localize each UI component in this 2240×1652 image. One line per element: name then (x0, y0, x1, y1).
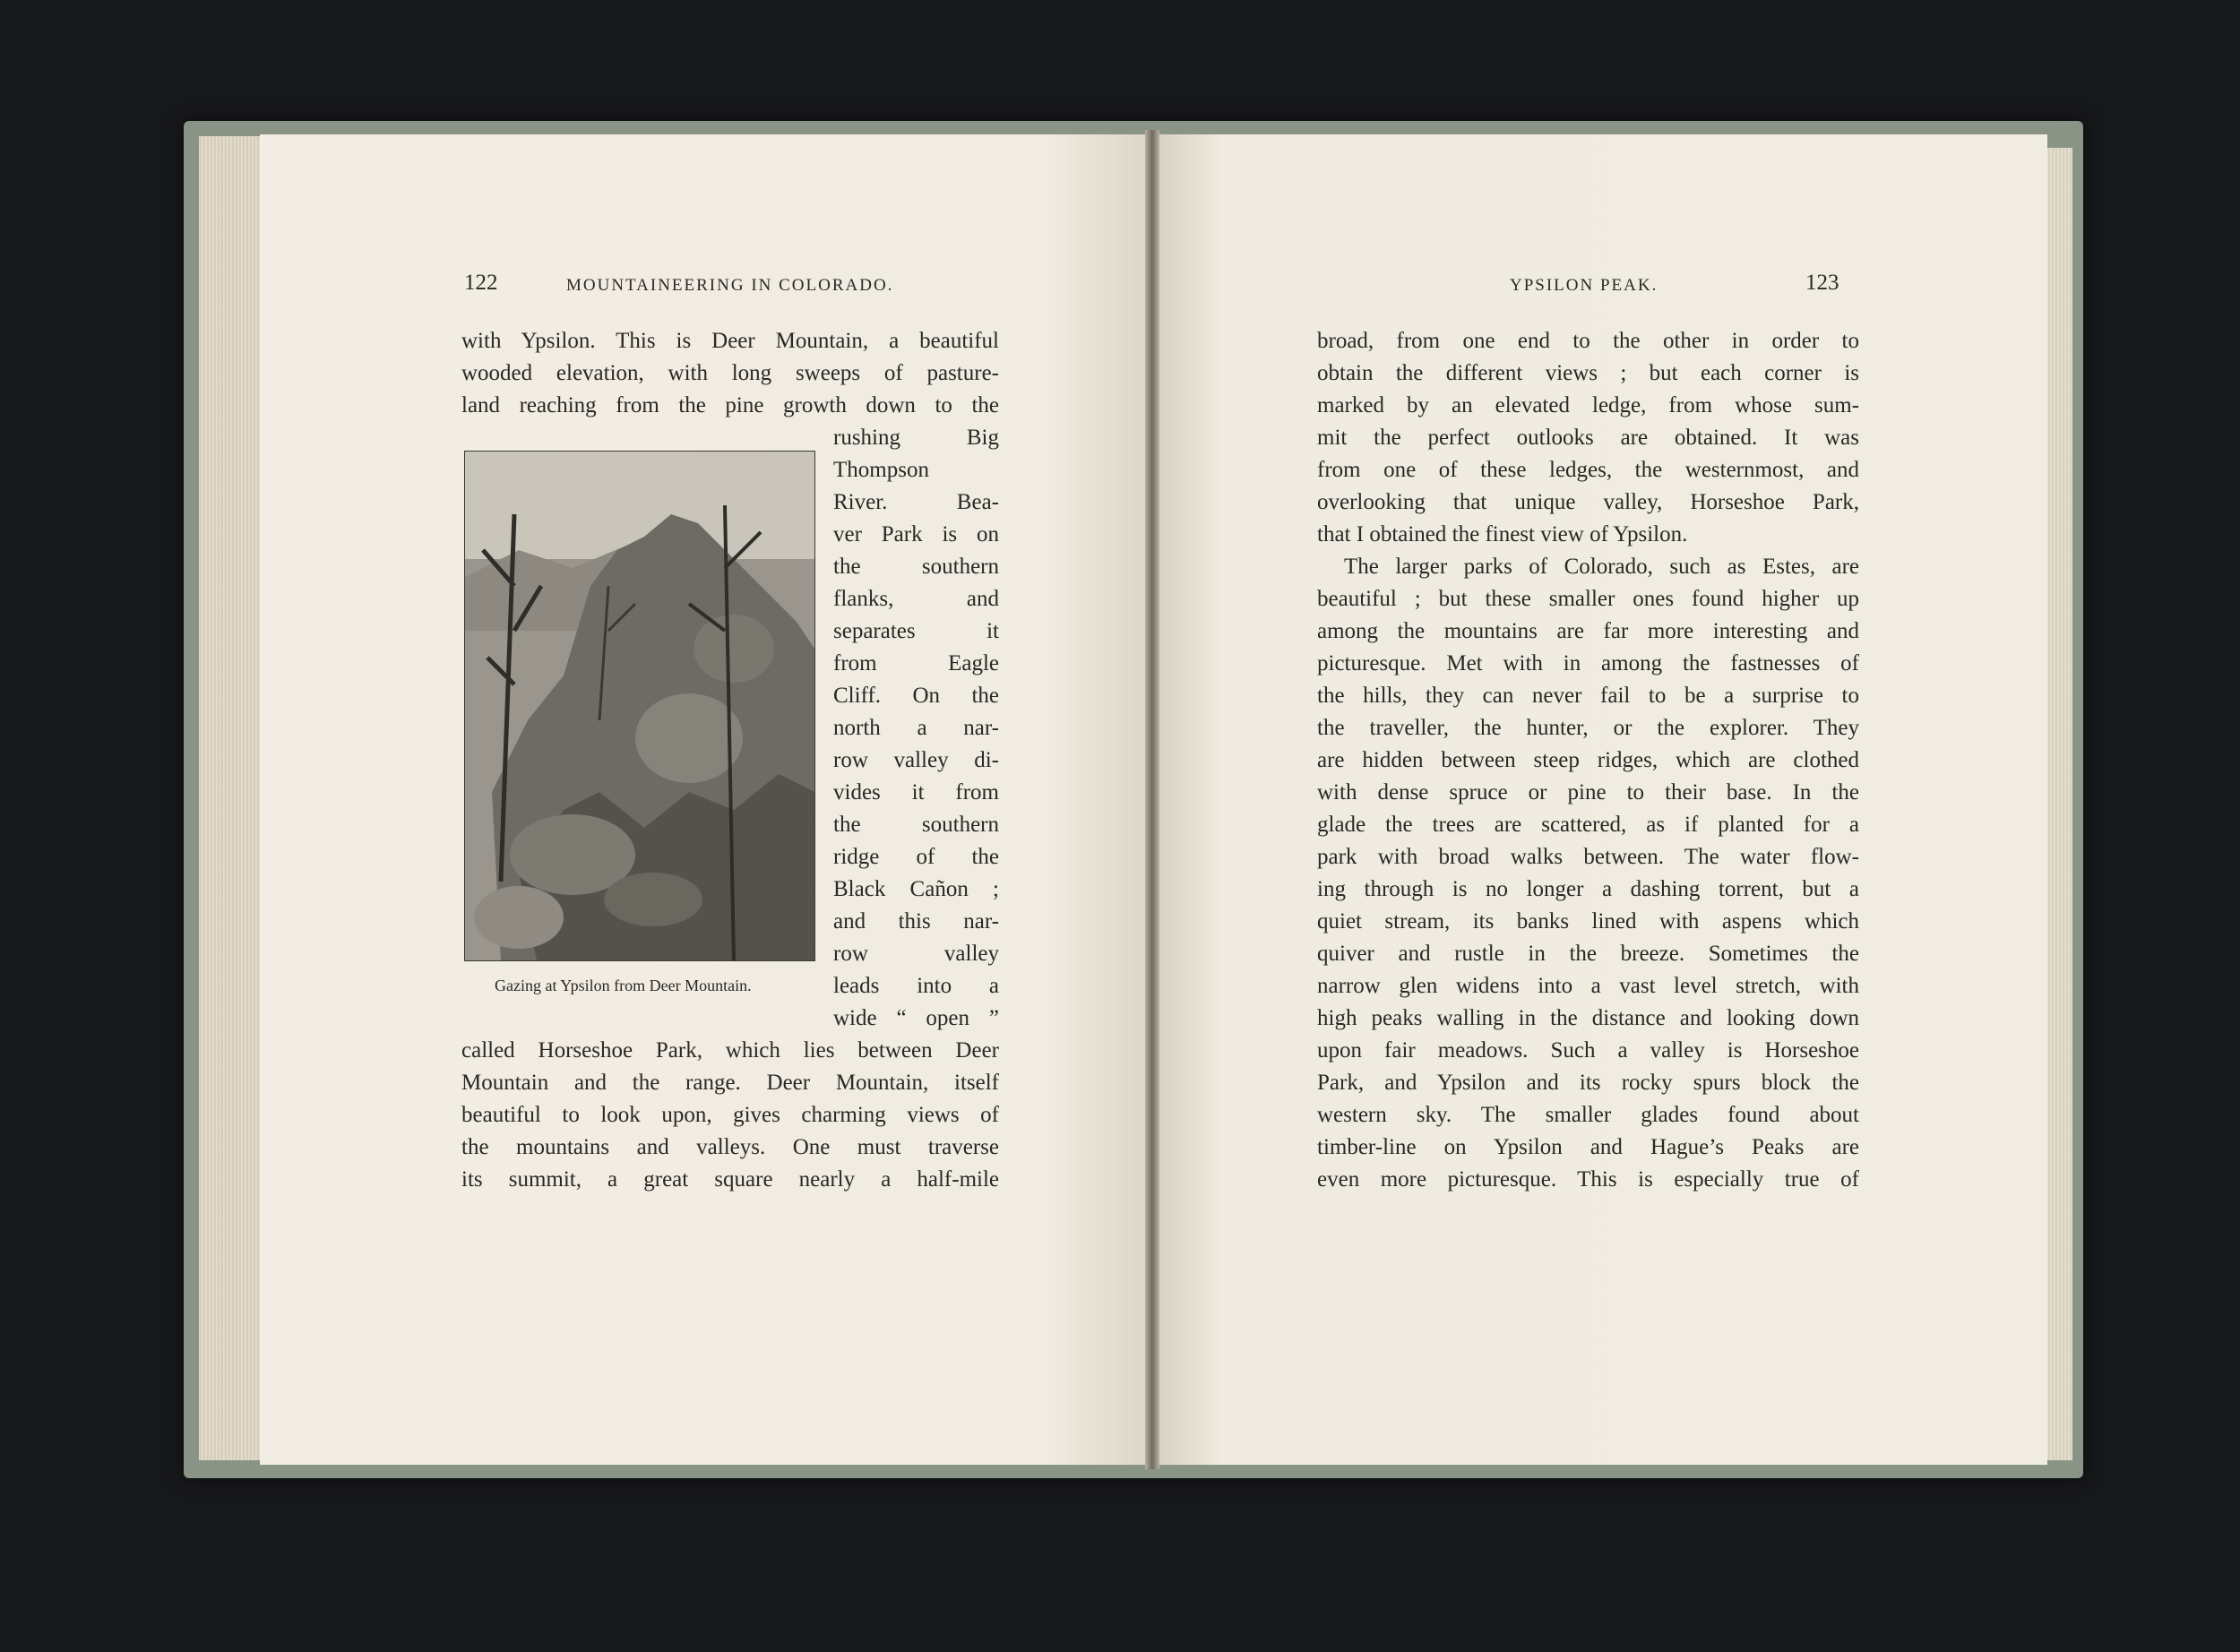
text-line: row valley (833, 942, 999, 966)
text-line: quiet stream, its banks lined with aspens which (1317, 909, 1859, 934)
text-line: Park, and Ypsilon and its rocky spurs block the (1317, 1071, 1859, 1095)
text-line: and this nar- (833, 909, 999, 934)
text-line: wooded elevation, with long sweeps of pasture- (461, 361, 999, 385)
text-line: leads into a (833, 974, 999, 998)
text-line: that I obtained the finest view of Ypsilon. (1317, 522, 1688, 546)
page-edges-left (199, 136, 262, 1460)
text-line: land reaching from the pine growth down to the (461, 393, 999, 417)
text-line: ing through is no longer a dashing torrent, but a (1317, 877, 1859, 901)
text-line: among the mountains are far more interesting and (1317, 619, 1859, 643)
text-line: picturesque. Met with in among the fastnesses of (1317, 651, 1859, 675)
left-page (260, 134, 1151, 1465)
text-line: ver Park is on (833, 522, 999, 546)
text-line: even more picturesque. This is especially true of (1317, 1167, 1859, 1192)
text-line: park with broad walks between. The water flow- (1317, 845, 1859, 869)
text-line: rushing Big (833, 426, 999, 450)
text-line: row valley di- (833, 748, 999, 772)
right-page-number: 123 (1805, 271, 1839, 295)
text-line: from Eagle (833, 651, 999, 675)
text-line: ridge of the (833, 845, 999, 869)
text-line: from one of these ledges, the westernmost, and (1317, 458, 1859, 482)
text-line: Black Cañon ; (833, 877, 999, 901)
text-line: its summit, a great square nearly a half-mile (461, 1167, 999, 1192)
figure-caption: Gazing at Ypsilon from Deer Mountain. (495, 977, 752, 994)
text-line: flanks, and (833, 587, 999, 611)
text-line: wide “ open ” (833, 1006, 999, 1030)
text-line: upon fair meadows. Such a valley is Horseshoe (1317, 1038, 1859, 1063)
left-running-head: MOUNTAINEERING IN COLORADO. (566, 276, 894, 295)
text-line: western sky. The smaller glades found about (1317, 1103, 1859, 1127)
text-line: called Horseshoe Park, which lies between Deer (461, 1038, 999, 1063)
text-line: the hills, they can never fail to be a surprise to (1317, 684, 1859, 708)
book-gutter (1145, 130, 1159, 1469)
text-line: narrow glen widens into a vast level stretch, with (1317, 974, 1859, 998)
left-page-number: 122 (464, 271, 498, 295)
text-line: quiver and rustle in the breeze. Sometimes the (1317, 942, 1859, 966)
text-line: separates it (833, 619, 999, 643)
text-line: obtain the different views ; but each corner is (1317, 361, 1859, 385)
text-line: the southern (833, 813, 999, 837)
text-line: high peaks walling in the distance and looking down (1317, 1006, 1859, 1030)
text-line: The larger parks of Colorado, such as Estes, are (1344, 555, 1859, 579)
right-running-head: YPSILON PEAK. (1510, 276, 1658, 295)
mountain-illustration (464, 451, 815, 961)
text-line: vides it from (833, 780, 999, 804)
text-line: with dense spruce or pine to their base. In the (1317, 780, 1859, 804)
text-line: are hidden between steep ridges, which are clothed (1317, 748, 1859, 772)
text-line: Thompson (833, 458, 929, 482)
text-line: the southern (833, 555, 999, 579)
text-line: mit the perfect outlooks are obtained. It was (1317, 426, 1859, 450)
text-line: timber-line on Ypsilon and Hague’s Peaks are (1317, 1135, 1859, 1159)
right-page (1151, 134, 2047, 1465)
text-line: beautiful ; but these smaller ones found higher up (1317, 587, 1859, 611)
text-line: River. Bea- (833, 490, 999, 514)
text-line: beautiful to look upon, gives charming views of (461, 1103, 999, 1127)
text-line: with Ypsilon. This is Deer Mountain, a beautiful (461, 329, 999, 353)
text-line: overlooking that unique valley, Horseshoe Park, (1317, 490, 1859, 514)
text-line: the mountains and valleys. One must traverse (461, 1135, 999, 1159)
text-line: glade the trees are scattered, as if planted for a (1317, 813, 1859, 837)
text-line: Cliff. On the (833, 684, 999, 708)
text-line: marked by an elevated ledge, from whose sum- (1317, 393, 1859, 417)
text-line: the traveller, the hunter, or the explorer. They (1317, 716, 1859, 740)
text-line: Mountain and the range. Deer Mountain, itself (461, 1071, 999, 1095)
text-line: broad, from one end to the other in order to (1317, 329, 1859, 353)
text-line: north a nar- (833, 716, 999, 740)
